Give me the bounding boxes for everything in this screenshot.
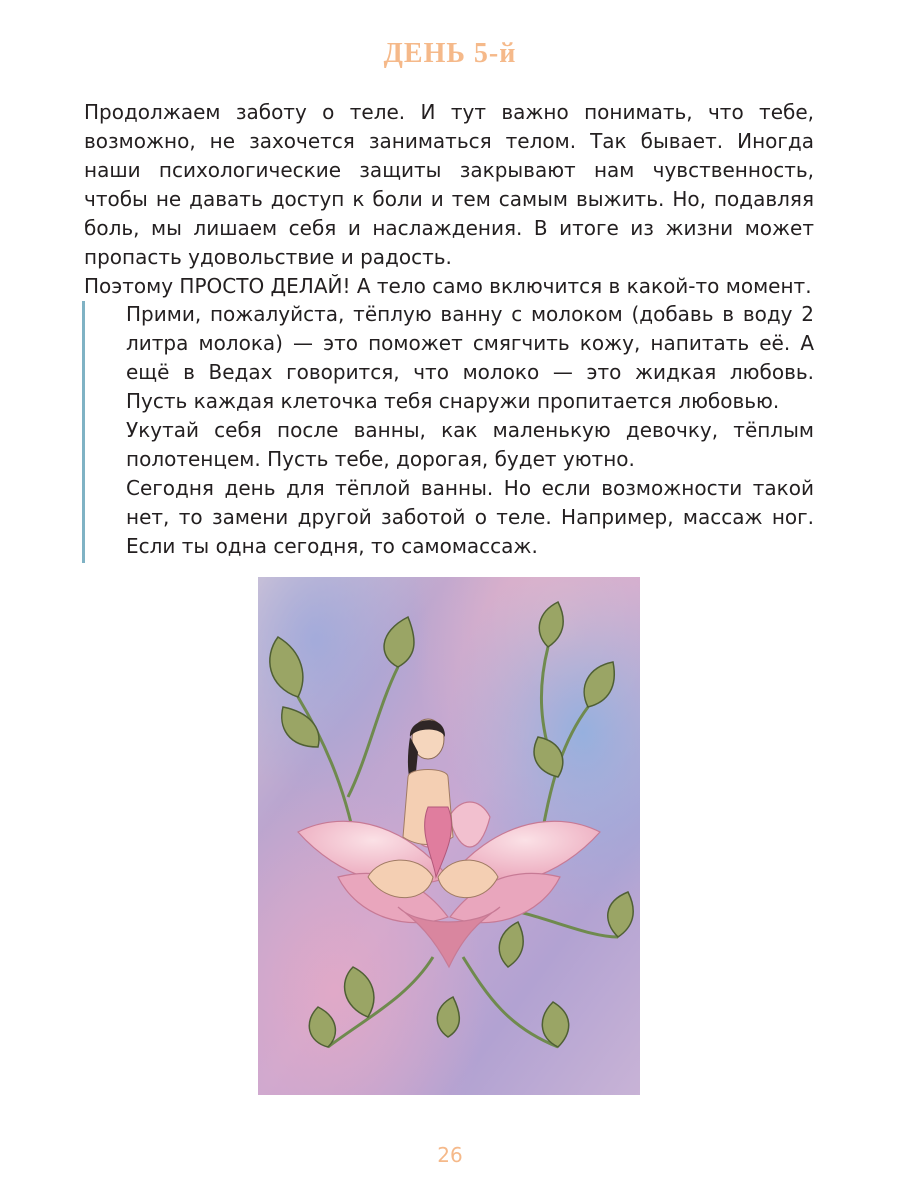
page-title: ДЕНЬ 5-й	[383, 38, 517, 69]
lotus-painting-image	[258, 577, 640, 1095]
intro-paragraph: Продолжаем заботу о теле. И тут важно понимать, что тебе, возможно, не захочется заниматься телом. Так бывает. Иногда наши психологические защиты закрывают нам чувственность, чтобы не давать доступ к боли и тем самым выжить. Но, подавляя боль, мы лишаем себя и наслаждения. В итоге из жизни может пропасть удовольствие и радость.	[84, 100, 814, 269]
page-number: 26	[437, 1143, 463, 1167]
call-to-action: Поэтому ПРОСТО ДЕЛАЙ! А тело само включится в какой-то момент.	[84, 274, 812, 298]
task-towel: Укутай себя после ванны, как маленькую девочку, тёплым полотенцем. Пусть тебе, дорогая, будет уютно.	[126, 418, 814, 471]
task-alternative: Сегодня день для тёплой ванны. Но если возможности такой нет, то замени другой заботой о теле. Например, массаж ног. Если ты одна сегодня, то самомассаж.	[126, 476, 814, 558]
tasks-block	[126, 300, 814, 561]
task-bath: Прими, пожалуйста, тёплую ванну с молоком (добавь в воду 2 литра молока) — это поможет смягчить кожу, напитать её. А ещё в Ведах говорится, что молоко — это жидкая любовь. Пусть каждая клеточка тебя снаружи пропитается любовью.	[126, 302, 814, 413]
intro-section	[84, 98, 814, 301]
lotus-illustration	[258, 577, 640, 1095]
